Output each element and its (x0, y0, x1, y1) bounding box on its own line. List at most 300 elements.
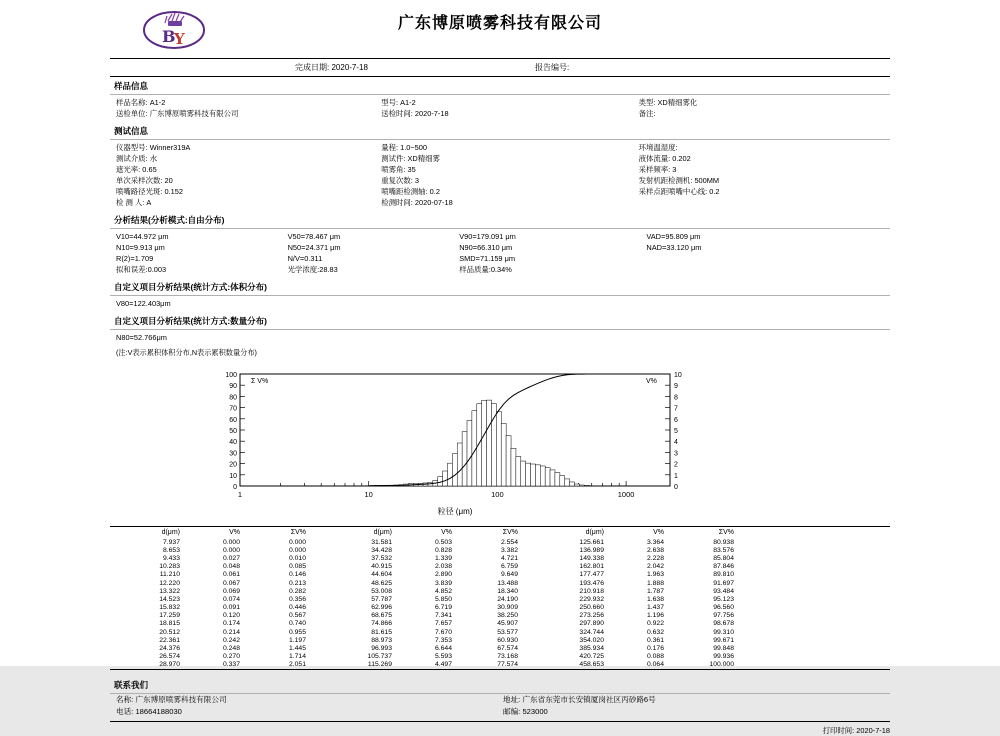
cell-gap (518, 612, 534, 620)
cell-filler (734, 620, 890, 628)
table-row (110, 579, 890, 587)
table-bottom-rule (110, 669, 890, 670)
svg-text:90: 90 (229, 383, 237, 390)
svg-text:5: 5 (674, 428, 678, 435)
gap-1 (306, 527, 322, 538)
chart-bar (570, 482, 575, 486)
cell-filler (734, 636, 890, 644)
cell-gap (306, 604, 322, 612)
report-no-field (535, 62, 775, 73)
table-cell: 1.445 (240, 644, 306, 652)
table-cell: 6.644 (392, 644, 452, 652)
custom-number-value: N80=52.766μm (110, 330, 890, 346)
chart-bar (535, 465, 540, 486)
table-row (110, 636, 890, 644)
emitter-distance-label: 发射机距检测机: (639, 176, 693, 185)
table-cell: 0.828 (392, 546, 452, 554)
table-cell: 385.934 (534, 644, 604, 652)
contact-phone-field (116, 706, 503, 718)
sample-type-value: XD精细雾化 (657, 98, 697, 107)
chart-bar (452, 454, 457, 486)
cell-gap (518, 604, 534, 612)
table-cell: 95.123 (664, 595, 734, 603)
medium-label: 测试介质: (116, 154, 148, 163)
r2-label: R(2)= (116, 254, 135, 263)
cell-gap (306, 653, 322, 661)
env-temp-field (639, 142, 896, 153)
spray-angle-label: 喷雾角: (381, 165, 405, 174)
cell-filler (734, 628, 890, 636)
table-cell: 0.000 (180, 538, 240, 546)
table-row (110, 563, 890, 571)
optical-conc-value: 28.83 (319, 265, 338, 274)
table-cell: 136.989 (534, 546, 604, 554)
table-cell: 0.010 (240, 554, 306, 562)
flow-label: 液体流量: (639, 154, 671, 163)
nozzle-axis-label: 喷嘴距检测轴: (381, 187, 427, 196)
cell-gap (518, 554, 534, 562)
chart-bar (516, 456, 521, 486)
svg-text:10: 10 (365, 490, 373, 499)
table-cell: 4.852 (392, 587, 452, 595)
sample-info-row-1 (110, 97, 890, 108)
table-cell: 1.888 (604, 579, 664, 587)
table-cell: 26.574 (110, 653, 180, 661)
table-cell: 0.074 (180, 595, 240, 603)
cell-filler (734, 571, 890, 579)
sample-freq-label: 采样频率: (639, 165, 671, 174)
chart-bar (545, 468, 550, 486)
instrument-model-field (116, 142, 381, 153)
vad-value: 95.809 μm (665, 232, 700, 241)
spray-angle-field (381, 164, 638, 175)
cell-filler (734, 579, 890, 587)
table-cell: 2.890 (392, 571, 452, 579)
cell-filler (734, 546, 890, 554)
sample-quality-value: 0.34% (491, 265, 512, 274)
table-cell: 44.604 (322, 571, 392, 579)
v90-label: V90= (459, 232, 476, 241)
cell-gap (518, 595, 534, 603)
col-sv1: ΣV% (240, 527, 306, 538)
table-cell: 1.196 (604, 612, 664, 620)
table-cell: 96.993 (322, 644, 392, 652)
table-cell: 13.322 (110, 587, 180, 595)
table-cell: 67.574 (452, 644, 518, 652)
n10-label: N10= (116, 243, 134, 252)
table-cell: 24.376 (110, 644, 180, 652)
test-info-col-2 (381, 142, 638, 208)
table-cell: 2.554 (452, 538, 518, 546)
chart-bar (530, 464, 535, 486)
v10-value: 44.972 μm (133, 232, 168, 241)
sample-info-title: 样品信息 (110, 77, 890, 94)
emitter-distance-value: 500MM (694, 176, 719, 185)
print-time (110, 722, 890, 736)
n50-label: N50= (288, 243, 306, 252)
table-cell: 0.000 (240, 538, 306, 546)
chart-bar (550, 470, 555, 486)
cell-gap (518, 661, 534, 669)
table-cell: 0.061 (180, 571, 240, 579)
chart-bar (447, 463, 452, 486)
svg-text:10: 10 (674, 372, 682, 379)
obscuration-value: 0.65 (142, 165, 156, 174)
chart-bar (482, 400, 487, 486)
r2-field (116, 253, 288, 264)
table-cell: 149.338 (534, 554, 604, 562)
table-cell: 229.932 (534, 595, 604, 603)
cell-gap (306, 587, 322, 595)
sample-name-value: A1-2 (150, 98, 166, 107)
table-cell: 458.653 (534, 661, 604, 669)
table-cell: 0.120 (180, 612, 240, 620)
svg-text:1: 1 (238, 490, 242, 499)
chart-bar (457, 443, 462, 486)
table-cell: 34.428 (322, 546, 392, 554)
nad-value: 33.120 μm (666, 243, 701, 252)
col-v1: V% (180, 527, 240, 538)
chart-bar (521, 461, 526, 486)
sample-model-field (381, 97, 638, 108)
svg-text:100: 100 (491, 490, 504, 499)
test-info-col-3 (639, 142, 896, 208)
medium-value: 水 (150, 154, 157, 163)
svg-text:0: 0 (674, 484, 678, 491)
table-cell: 1.437 (604, 604, 664, 612)
table-row (110, 571, 890, 579)
table-cell: 6.719 (392, 604, 452, 612)
chart-x-axis-title: 粒径 (μm) (240, 506, 670, 517)
table-cell: 18.815 (110, 620, 180, 628)
table-row (110, 554, 890, 562)
col-v3: V% (604, 527, 664, 538)
sample-type-label: 类型: (639, 98, 656, 107)
test-part-label: 测试件: (381, 154, 405, 163)
flow-field (639, 153, 896, 164)
table-cell: 273.256 (534, 612, 604, 620)
table-cell: 4.497 (392, 661, 452, 669)
table-cell: 0.088 (604, 653, 664, 661)
optical-conc-label: 光学浓度: (288, 265, 320, 274)
nozzle-path-value: 0.152 (164, 187, 183, 196)
table-cell: 177.477 (534, 571, 604, 579)
print-time-value: 2020-7-18 (856, 726, 890, 735)
table-cell: 0.064 (604, 661, 664, 669)
table-cell: 0.174 (180, 620, 240, 628)
table-cell: 14.523 (110, 595, 180, 603)
chart-bar (496, 412, 501, 486)
table-row (110, 546, 890, 554)
table-cell: 297.890 (534, 620, 604, 628)
complete-date-field (110, 62, 535, 73)
analysis-body (110, 229, 890, 278)
v50-label: V50= (288, 232, 305, 241)
chart-bar (467, 420, 472, 486)
table-cell: 53.008 (322, 587, 392, 595)
sample-point-value: 0.2 (709, 187, 719, 196)
col-sv3: ΣV% (664, 527, 734, 538)
chart-bar (540, 466, 545, 486)
nozzle-axis-field (381, 186, 638, 197)
custom-volume-value: V80=122.403μm (110, 296, 890, 312)
svg-text:6: 6 (674, 417, 678, 424)
table-cell: 0.282 (240, 587, 306, 595)
emitter-distance-field (639, 175, 896, 186)
table-cell: 15.832 (110, 604, 180, 612)
report-header (110, 0, 890, 58)
table-row (110, 644, 890, 652)
table-cell: 28.970 (110, 661, 180, 669)
table-cell: 93.484 (664, 587, 734, 595)
report-sheet (110, 0, 890, 666)
contact-title: 联系我们 (110, 676, 890, 693)
svg-text:B: B (162, 27, 176, 46)
instrument-model-value: Winner319A (150, 143, 191, 152)
svg-text:100: 100 (225, 372, 237, 379)
table-cell: 83.576 (664, 546, 734, 554)
sample-freq-field (639, 164, 896, 175)
svg-text:Σ V%: Σ V% (251, 378, 268, 385)
table-cell: 11.210 (110, 571, 180, 579)
table-cell: 53.577 (452, 628, 518, 636)
svg-text:30: 30 (229, 450, 237, 457)
table-cell: 77.574 (452, 661, 518, 669)
complete-date-label: 完成日期: (295, 63, 329, 72)
table-row (110, 595, 890, 603)
table-cell: 0.146 (240, 571, 306, 579)
cell-filler (734, 653, 890, 661)
table-cell: 20.512 (110, 628, 180, 636)
table-cell: 0.085 (240, 563, 306, 571)
table-cell: 1.339 (392, 554, 452, 562)
cell-gap (518, 644, 534, 652)
cell-gap (518, 636, 534, 644)
table-cell: 0.069 (180, 587, 240, 595)
instrument-model-label: 仪器型号: (116, 143, 148, 152)
nad-label: NAD= (646, 243, 666, 252)
contact-name-field (116, 694, 503, 706)
table-cell: 0.067 (180, 579, 240, 587)
sample-time-value: 2020-7-18 (415, 109, 449, 118)
distribution-table (110, 527, 890, 669)
cell-filler (734, 661, 890, 669)
cell-gap (306, 661, 322, 669)
col-d2: d(μm) (322, 527, 392, 538)
sample-unit-field (110, 108, 381, 119)
col-d1: d(μm) (110, 527, 180, 538)
chart-bar (526, 463, 531, 486)
table-cell: 96.560 (664, 604, 734, 612)
col-sv2: ΣV% (452, 527, 518, 538)
sample-type-field (639, 97, 896, 108)
table-cell: 354.020 (534, 636, 604, 644)
v90-value: 179.091 μm (477, 232, 516, 241)
cell-filler (734, 563, 890, 571)
chart-bar (487, 400, 492, 486)
table-cell: 0.000 (240, 546, 306, 554)
svg-text:2: 2 (674, 462, 678, 469)
table-cell: 0.048 (180, 563, 240, 571)
table-cell: 2.051 (240, 661, 306, 669)
operator-field (116, 197, 381, 208)
table-cell: 0.503 (392, 538, 452, 546)
table-cell: 7.657 (392, 620, 452, 628)
chart-bar (584, 485, 589, 486)
table-cell: 0.446 (240, 604, 306, 612)
contact-left (110, 694, 503, 718)
table-cell: 324.744 (534, 628, 604, 636)
sample-freq-value: 3 (672, 165, 676, 174)
table-cell: 85.804 (664, 554, 734, 562)
svg-text:20: 20 (229, 462, 237, 469)
table-cell: 80.938 (664, 538, 734, 546)
table-cell: 115.269 (322, 661, 392, 669)
table-cell: 22.361 (110, 636, 180, 644)
table-cell: 100.000 (664, 661, 734, 669)
table-cell: 0.356 (240, 595, 306, 603)
chart-bar (443, 471, 448, 486)
table-cell: 0.361 (604, 636, 664, 644)
v10-field (116, 231, 288, 242)
nozzle-path-field (116, 186, 381, 197)
sample-name-label: 样品名称: (116, 98, 148, 107)
table-cell: 38.250 (452, 612, 518, 620)
nozzle-axis-value: 0.2 (430, 187, 440, 196)
table-row (110, 612, 890, 620)
range-value: 1.0~500 (400, 143, 427, 152)
custom-number-title: 自定义项目分析结果(统计方式:数量分布) (110, 312, 890, 329)
vad-label: VAD= (646, 232, 665, 241)
n50-value: 24.371 μm (305, 243, 340, 252)
table-cell: 3.839 (392, 579, 452, 587)
analysis-col-1 (110, 231, 288, 275)
analysis-col-4 (646, 231, 818, 275)
contact-postcode-value: 523000 (522, 707, 547, 716)
cell-gap (306, 571, 322, 579)
svg-text:8: 8 (674, 394, 678, 401)
chart-bar (574, 484, 579, 486)
chart-bar (555, 473, 560, 486)
table-cell: 1.963 (604, 571, 664, 579)
svg-text:0: 0 (233, 484, 237, 491)
contact-right (503, 694, 890, 718)
table-cell: 0.000 (180, 546, 240, 554)
nad-field (646, 242, 818, 253)
table-cell: 31.581 (322, 538, 392, 546)
sample-time-field (381, 108, 638, 119)
col-filler (734, 527, 890, 538)
fit-error-value: 0.003 (148, 265, 167, 274)
table-cell: 40.915 (322, 563, 392, 571)
table-cell: 9.433 (110, 554, 180, 562)
cell-gap (306, 563, 322, 571)
table-cell: 0.567 (240, 612, 306, 620)
obscuration-field (116, 164, 381, 175)
table-cell: 60.930 (452, 636, 518, 644)
cell-gap (518, 653, 534, 661)
cell-gap (306, 554, 322, 562)
n10-value: 9.913 μm (134, 243, 165, 252)
optical-conc-field (288, 264, 460, 275)
sample-count-value: 20 (164, 176, 172, 185)
svg-text:V%: V% (646, 378, 657, 385)
table-cell: 7.937 (110, 538, 180, 546)
sample-info-body (110, 95, 890, 122)
contact-section (110, 676, 890, 736)
table-cell: 99.671 (664, 636, 734, 644)
table-cell: 4.721 (452, 554, 518, 562)
chart-bar (462, 432, 467, 486)
cell-gap (306, 595, 322, 603)
sample-model-label: 型号: (381, 98, 398, 107)
table-cell: 99.310 (664, 628, 734, 636)
sample-quality-field (459, 264, 646, 275)
table-cell: 62.996 (322, 604, 392, 612)
table-cell: 88.973 (322, 636, 392, 644)
analysis-title: 分析结果(分析模式:自由分布) (110, 211, 890, 228)
cell-gap (518, 538, 534, 546)
svg-text:3: 3 (674, 450, 678, 457)
cell-gap (306, 628, 322, 636)
table-cell: 0.242 (180, 636, 240, 644)
cell-gap (306, 579, 322, 587)
table-cell: 17.259 (110, 612, 180, 620)
custom-volume-title: 自定义项目分析结果(统计方式:体积分布) (110, 278, 890, 295)
contact-phone-value: 18664188030 (135, 707, 181, 716)
table-cell: 8.653 (110, 546, 180, 554)
table-cell: 125.661 (534, 538, 604, 546)
flow-value: 0.202 (672, 154, 691, 163)
nv-label: N/V= (288, 254, 305, 263)
env-temp-label: 环境温湿度: (639, 143, 678, 152)
sample-quality-label: 样品质量: (459, 265, 491, 274)
table-cell: 87.846 (664, 563, 734, 571)
test-info-title: 测试信息 (110, 122, 890, 139)
smd-label: SMD= (459, 254, 480, 263)
report-meta-row (110, 59, 890, 76)
table-cell: 105.737 (322, 653, 392, 661)
test-info-col-1 (110, 142, 381, 208)
table-cell: 0.955 (240, 628, 306, 636)
contact-name-label: 名称: (116, 695, 133, 704)
sample-unit-value: 广东博原喷雾科技有限公司 (150, 109, 239, 118)
medium-field (116, 153, 381, 164)
cell-gap (518, 571, 534, 579)
spray-angle-value: 35 (407, 165, 415, 174)
table-cell: 57.787 (322, 595, 392, 603)
operator-value: A (146, 198, 151, 207)
table-cell: 30.909 (452, 604, 518, 612)
operator-label: 检 测 人: (116, 198, 144, 207)
test-date-field (381, 197, 638, 208)
col-d3: d(μm) (534, 527, 604, 538)
table-cell: 73.168 (452, 653, 518, 661)
sample-remark-field (639, 108, 896, 119)
sample-count-label: 单次采样次数: (116, 176, 162, 185)
chart-bar (560, 476, 565, 486)
sample-unit-label: 送检单位: (116, 109, 148, 118)
svg-text:1000: 1000 (618, 490, 635, 499)
table-cell: 24.190 (452, 595, 518, 603)
table-head (110, 527, 890, 538)
sample-remark-label: 备注: (639, 109, 656, 118)
cell-gap (518, 579, 534, 587)
repeat-count-value: 3 (415, 176, 419, 185)
svg-text:Y: Y (173, 30, 185, 48)
contact-postcode-label: 邮编: (503, 707, 520, 716)
particle-size-chart (110, 366, 890, 526)
